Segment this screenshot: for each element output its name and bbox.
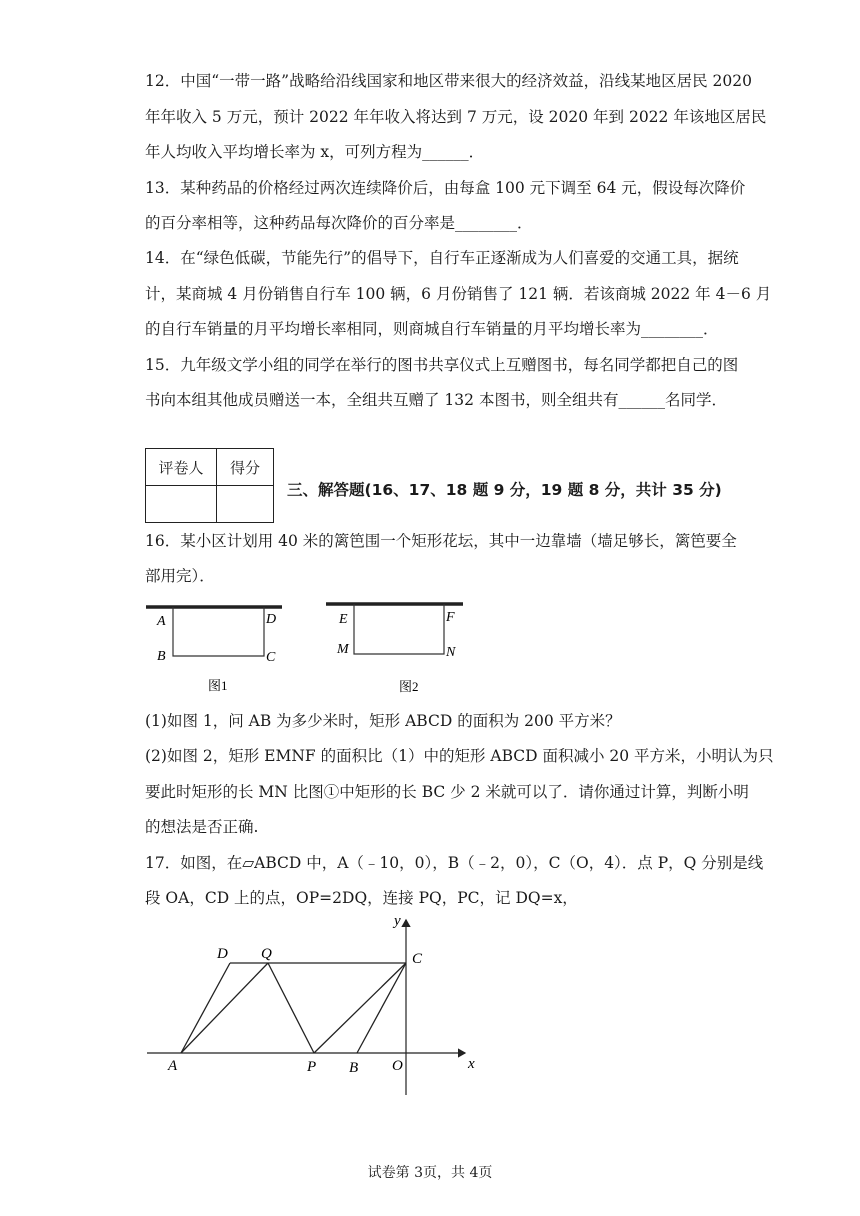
grader-header: 评卷人 [146,449,217,486]
q17-line-1: 17．如图，在▱ABCD 中，A（﹣10，0），B（﹣2，0），C（O，4）．点 P，Q 分别是线 [145,854,764,872]
segment-aq [181,963,268,1053]
q16-part-2-line-3: 的想法是否正确. [145,818,259,836]
q13-line-1: 13．某种药品的价格经过两次连续降价后，由每盒 100 元下调至 64 元，假设每次降价 [145,179,746,197]
q16-line-1: 16．某小区计划用 40 米的篱笆围一个矩形花坛，其中一边靠墙（墙足够长，篱笆要全 [145,532,737,550]
q13-line-2: 的百分率相等，这种药品每次降价的百分率是________． [145,214,533,232]
page-footer: 试卷第 3页，共 4页 [367,1165,493,1181]
fig2-label-f: F [446,610,455,625]
q14-line-1: 14．在“绿色低碳，节能先行”的倡导下，自行车正逐渐成为人们喜爱的交通工具，据统 [145,249,739,267]
label-p: P [307,1059,317,1075]
label-q: Q [261,946,272,962]
fig1-label-a: A [157,614,166,629]
label-a: A [168,1058,178,1074]
segment-ad [181,963,230,1053]
q14-line-3: 的自行车销量的月平均增长率相同，则商城自行车销量的月平均增长率为________． [145,320,719,338]
q16-part-2-line-2: 要此时矩形的长 MN 比图①中矩形的长 BC 少 2 米就可以了．请你通过计算，判断小明 [145,783,749,801]
label-c: C [412,951,423,967]
fig2-caption: 图2 [399,679,419,694]
fig1-label-c: C [266,650,276,665]
q17-line-2: 段 OA，CD 上的点，OP=2DQ，连接 PQ，PC，记 DQ=x， [145,889,578,907]
q12-line-3: 年人均收入平均增长率为 x，可列方程为______． [145,143,485,161]
label-y-axis: y [394,913,401,929]
section-3-title: 三、解答题(16、17、18 题 9 分，19 题 8 分，共计 35 分) [287,481,722,499]
fig1-caption: 图1 [208,678,228,693]
fig1-label-d: D [266,612,277,627]
segment-cb [357,963,406,1053]
fig1-label-b: B [157,649,166,664]
label-o: O [392,1058,403,1074]
q16-part-2-line-1: (2)如图 2，矩形 EMNF 的面积比（1）中的矩形 ABCD 面积减小 20 平方米，小明认为只 [145,747,774,765]
q16-part-1: (1)如图 1，问 AB 为多少米时，矩形 ABCD 的面积为 200 平方米？ [145,712,621,730]
label-d: D [217,946,228,962]
q15-line-1: 15．九年级文学小组的同学在举行的图书共享仪式上互赠图书，每名同学都把自己的图 [145,356,739,374]
fig2-label-e: E [339,612,348,627]
score-header: 得分 [217,449,274,486]
fig2-label-m: M [337,642,349,657]
q15-line-2: 书向本组其他成员赠送一本，全组共互赠了 132 本图书，则全组共有______名同学． [145,391,727,409]
label-b: B [349,1060,359,1076]
fig2-label-n: N [446,645,456,660]
label-x-axis: x [468,1056,475,1072]
q14-line-2: 计，某商城 4 月份销售自行车 100 辆，6 月份销售了 121 辆．若该商城 2022 年 4－6 月 [145,285,772,303]
segment-pc [314,963,406,1053]
q12-line-2: 年年收入 5 万元，预计 2022 年年收入将达到 7 万元，设 2020 年到 2022 年该地区居民 [145,108,767,126]
q12-line-1: 12．中国“一带一路”战略给沿线国家和地区带来很大的经济效益，沿线某地区居民 2020 [145,72,752,90]
segment-qp [268,963,314,1053]
q16-line-2: 部用完）． [145,567,215,585]
